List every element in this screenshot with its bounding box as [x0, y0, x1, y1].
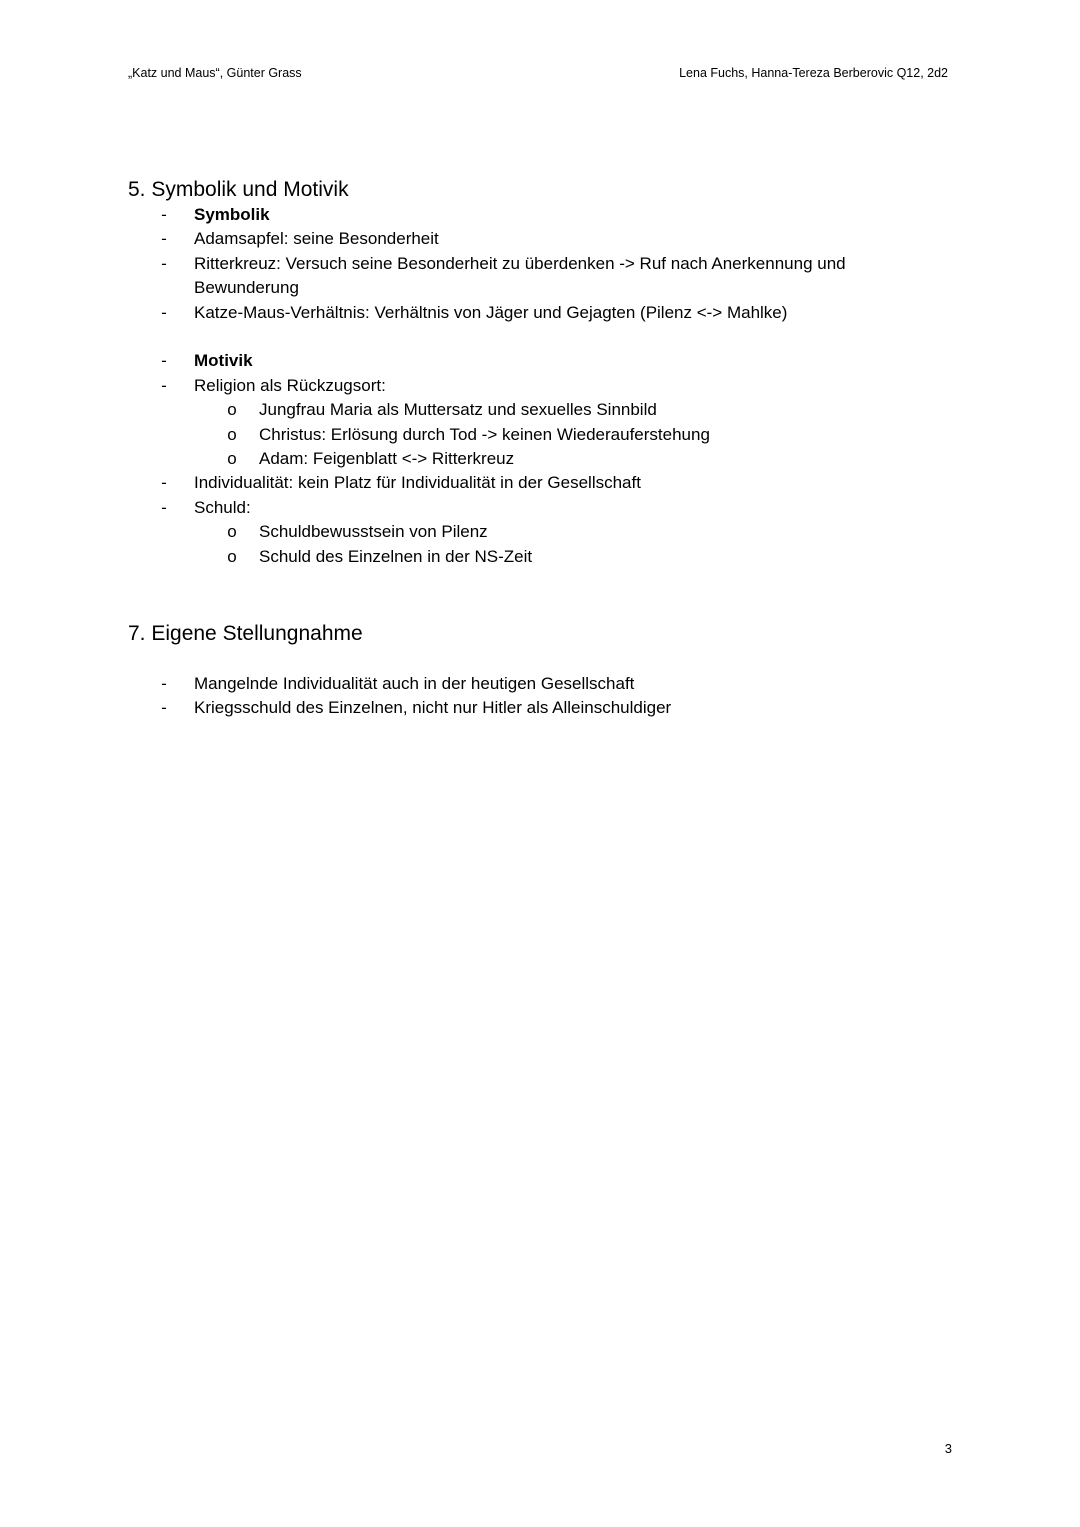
list-item	[128, 696, 948, 720]
dash-bullet: -	[161, 698, 167, 718]
sub-list-item	[128, 447, 948, 471]
section-stellungnahme	[128, 621, 948, 721]
page-number: 3	[944, 1441, 952, 1456]
list-item	[128, 471, 948, 495]
sub-list-item	[128, 398, 948, 422]
motivik-heading: Motivik	[194, 351, 253, 371]
header-left: „Katz und Maus“, Günter Grass	[128, 66, 302, 80]
religion-subitem: Jungfrau Maria als Muttersatz und sexuelles Sinnbild	[259, 400, 657, 420]
sub-list-item	[128, 423, 948, 447]
symbolik-item: Ritterkreuz: Versuch seine Besonderheit zu überdenken -> Ruf nach Anerkennung und Bewunderung	[194, 253, 846, 298]
section-7-title: 7. Eigene Stellungnahme	[128, 622, 363, 645]
sub-list-item	[128, 545, 948, 569]
spacer	[128, 325, 948, 349]
dash-bullet: -	[161, 302, 167, 322]
page-header	[128, 64, 948, 82]
list-item	[128, 227, 948, 251]
dash-bullet: -	[161, 497, 167, 517]
list-item	[128, 301, 948, 325]
circle-bullet: o	[227, 449, 237, 469]
schuld-label: Schuld:	[194, 497, 251, 517]
section-symbolik-motivik	[128, 177, 948, 569]
list-item-symbolik-heading	[128, 203, 948, 227]
religion-subitem: Christus: Erlösung durch Tod -> keinen Wiederauferstehung	[259, 424, 710, 444]
dash-bullet: -	[161, 674, 167, 693]
list-item	[128, 374, 948, 398]
circle-bullet: o	[227, 546, 237, 566]
stellungnahme-item: Mangelnde Individualität auch in der heutigen Gesellschaft	[194, 674, 635, 693]
sub-list-item	[128, 520, 948, 544]
header-right: Lena Fuchs, Hanna-Tereza Berberovic Q12, 2d2	[679, 66, 948, 80]
circle-bullet: o	[227, 424, 237, 444]
list-item	[128, 496, 948, 520]
list-item	[128, 672, 948, 696]
dash-bullet: -	[161, 229, 167, 249]
section-5-list	[128, 203, 948, 569]
dash-bullet: -	[161, 205, 167, 224]
circle-bullet: o	[227, 400, 237, 420]
religion-label: Religion als Rückzugsort:	[194, 375, 386, 395]
dash-bullet: -	[161, 253, 167, 273]
dash-bullet: -	[161, 473, 167, 493]
dash-bullet: -	[161, 375, 167, 395]
section-7-list	[128, 672, 948, 721]
circle-bullet: o	[227, 522, 237, 542]
dash-bullet: -	[161, 351, 167, 371]
religion-subitem: Adam: Feigenblatt <-> Ritterkreuz	[259, 449, 515, 469]
stellungnahme-item: Kriegsschuld des Einzelnen, nicht nur Hitler als Alleinschuldiger	[194, 698, 672, 718]
schuld-subitem: Schuld des Einzelnen in der NS-Zeit	[259, 546, 533, 566]
list-item-motivik-heading	[128, 349, 948, 373]
schuld-subitem: Schuldbewusstsein von Pilenz	[259, 522, 488, 542]
symbolik-item: Katze-Maus-Verhältnis: Verhältnis von Jäger und Gejagten (Pilenz <-> Mahlke)	[194, 302, 788, 322]
individualitaet-item: Individualität: kein Platz für Individualität in der Gesellschaft	[194, 473, 641, 493]
list-item	[128, 252, 948, 301]
symbolik-heading: Symbolik	[194, 205, 270, 224]
symbolik-item: Adamsapfel: seine Besonderheit	[194, 229, 439, 249]
section-5-title: 5. Symbolik und Motivik	[128, 178, 349, 201]
